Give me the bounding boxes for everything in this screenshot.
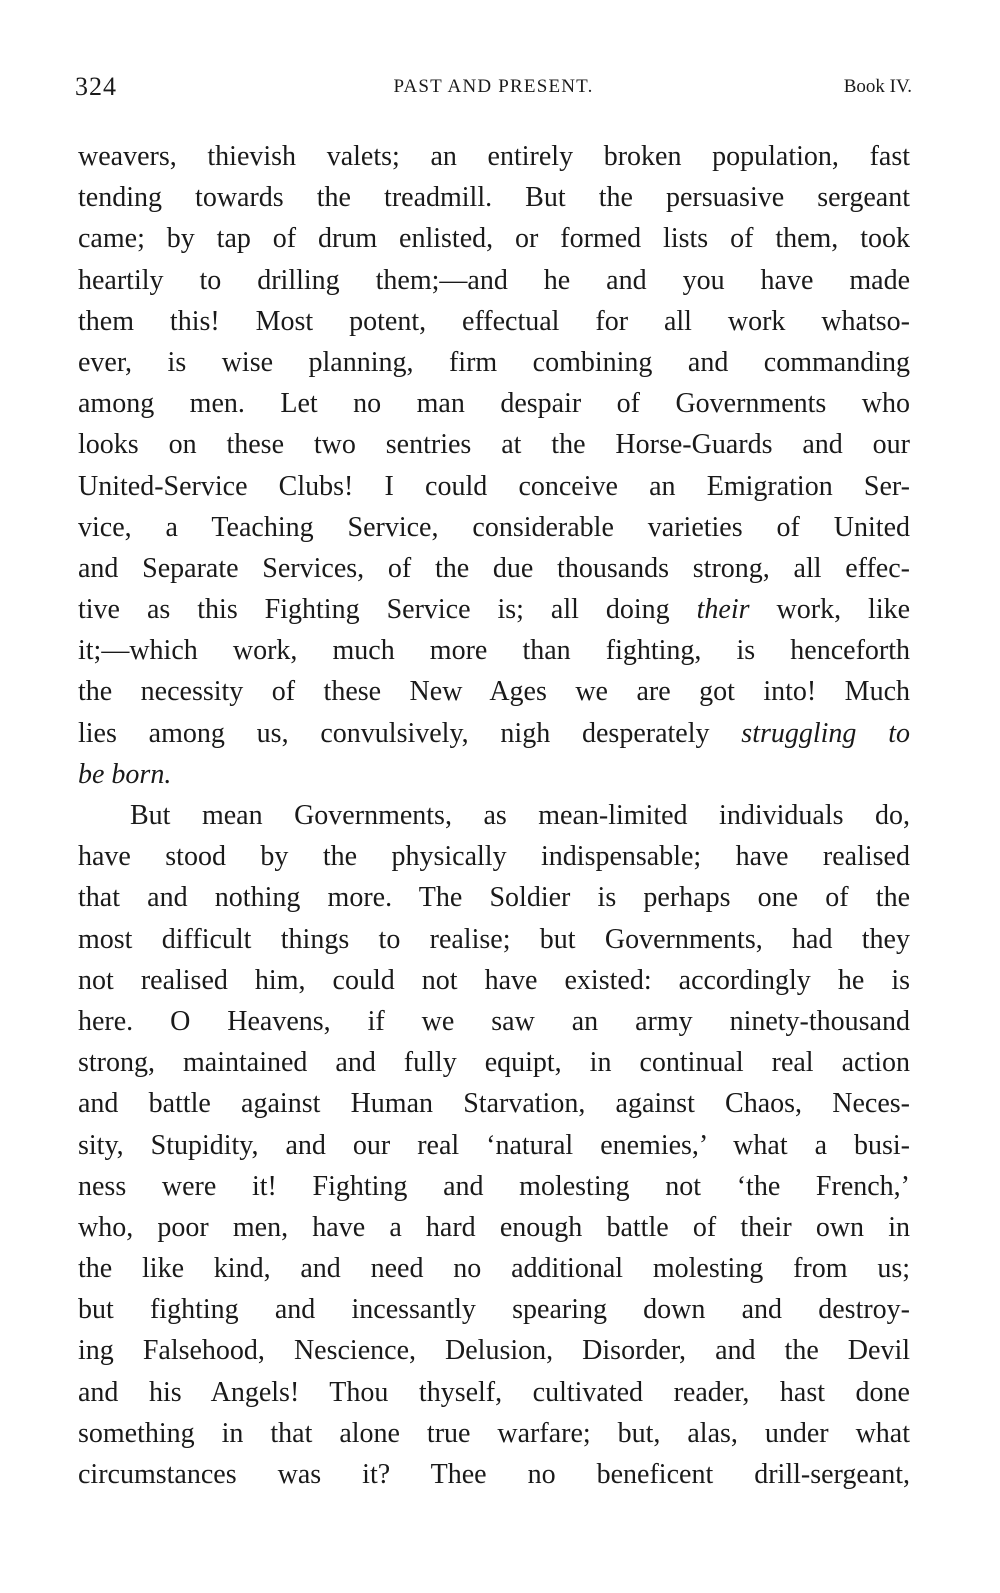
text-line: came; by tap of drum enlisted, or formed lists of them, took: [78, 223, 910, 255]
text-line: sity, Stupidity, and our real ‘natural enemies,’ what a busi-: [78, 1129, 910, 1161]
text-line: United-Service Clubs! I could conceive an Emigration Ser-: [78, 470, 910, 502]
text-line: weavers, thievish valets; an entirely broken population, fast: [78, 141, 910, 172]
text-line: the like kind, and need no additional molesting from us;: [78, 1253, 910, 1285]
text-line: have stood by the physically indispensable; have realised: [78, 841, 910, 873]
text-line: and Separate Services, of the due thousands strong, all effec-: [78, 552, 910, 584]
running-title: PAST AND PRESENT.: [393, 76, 594, 97]
paragraph-2: [78, 795, 910, 1495]
body-text: [78, 136, 910, 1495]
running-header: [75, 72, 912, 108]
text-line: the necessity of these New Ages we are got into! Much: [78, 676, 910, 708]
text-line: most difficult things to realise; but Governments, had they: [78, 923, 910, 955]
text-line: it;—which work, much more than fighting, is henceforth: [78, 635, 910, 667]
text-line: looks on these two sentries at the Horse-Guards and our: [78, 429, 910, 461]
text-line: not realised him, could not have existed: accordingly he is: [78, 964, 910, 996]
text-line: but fighting and incessantly spearing down and destroy-: [78, 1294, 910, 1326]
text-line: them this! Most potent, effectual for all work whatso-: [78, 305, 910, 337]
text-line: who, poor men, have a hard enough battle of their own in: [78, 1211, 910, 1243]
text-line: ever, is wise planning, firm combining and commanding: [78, 346, 910, 378]
text-line: heartily to drilling them;—and he and you have made: [78, 264, 910, 296]
text-line: But mean Governments, as mean-limited individuals do,: [130, 800, 910, 831]
italic-text: be born.: [78, 758, 172, 790]
text-run: lies among us, convulsively, nigh desperately: [78, 717, 710, 749]
text-run: tive as this Fighting Service is; all doing: [78, 594, 670, 626]
text-line: ing Falsehood, Nescience, Delusion, Disorder, and the Devil: [78, 1335, 910, 1367]
text-run: work, like: [776, 594, 911, 626]
text-line: [78, 713, 910, 754]
text-line: something in that alone true warfare; but, alas, under what: [78, 1417, 910, 1449]
text-line: among men. Let no man despair of Governments who: [78, 388, 910, 420]
text-line: [78, 589, 910, 630]
text-line: and battle against Human Starvation, against Chaos, Neces-: [78, 1088, 910, 1120]
text-line: strong, maintained and fully equipt, in continual real action: [78, 1047, 910, 1079]
text-line: vice, a Teaching Service, considerable varieties of United: [78, 511, 910, 543]
text-line: circumstances was it? Thee no beneficent drill-sergeant,: [78, 1459, 910, 1490]
book-label: Book IV.: [843, 76, 912, 97]
text-line: [78, 754, 910, 795]
text-line: that and nothing more. The Soldier is perhaps one of the: [78, 882, 910, 914]
page-number: 324: [75, 72, 117, 101]
paragraph-1: [78, 136, 910, 795]
italic-text: their: [696, 594, 750, 626]
text-line: ness were it! Fighting and molesting not ‘the French,’: [78, 1170, 910, 1202]
text-line: here. O Heavens, if we saw an army ninety-thousand: [78, 1005, 910, 1037]
text-line: and his Angels! Thou thyself, cultivated reader, hast done: [78, 1376, 910, 1408]
italic-text: struggling to: [741, 717, 910, 749]
text-line: tending towards the treadmill. But the persuasive sergeant: [78, 182, 910, 214]
